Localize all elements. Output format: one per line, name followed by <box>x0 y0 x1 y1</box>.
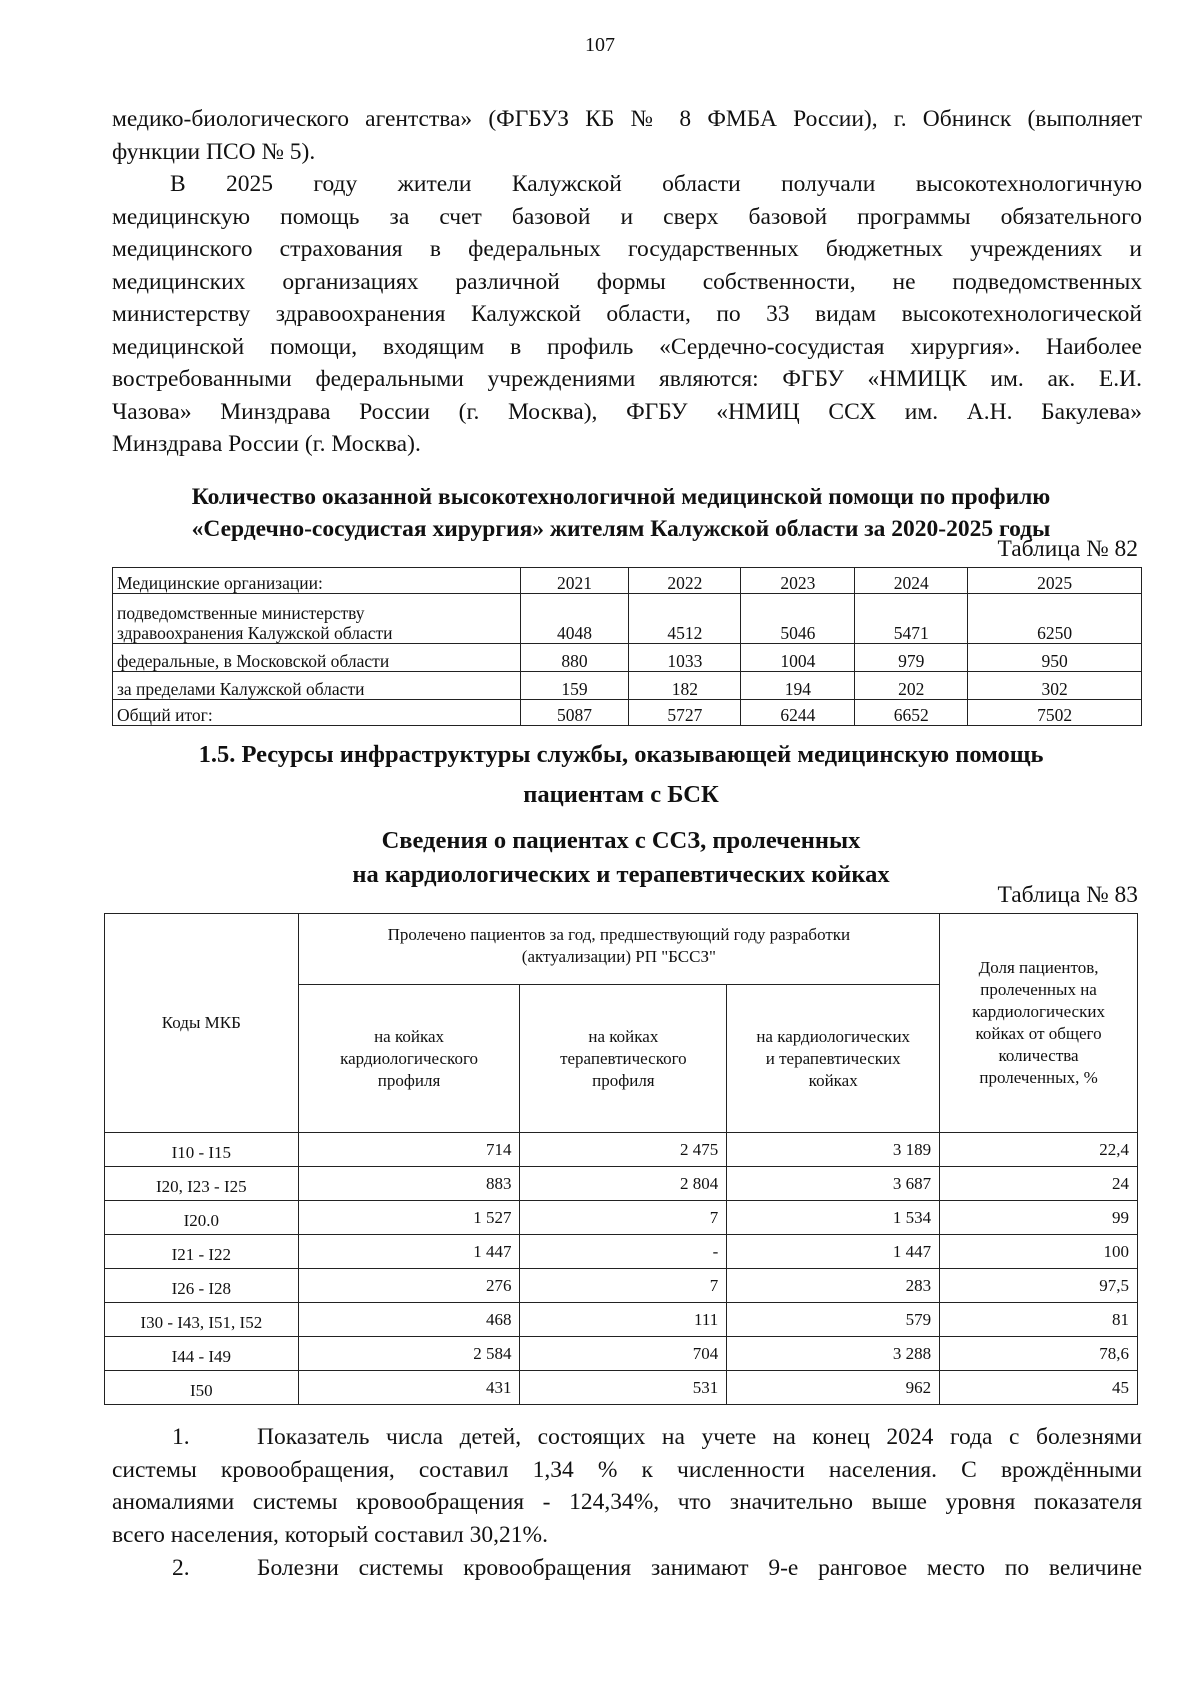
header-line: на койках <box>588 1026 659 1046</box>
therapy-value: 2 475 <box>520 1133 727 1167</box>
cardio-value: 714 <box>298 1133 520 1167</box>
text-line: медицинских организациях различной формы собственности, не подведомственных <box>112 268 1142 295</box>
list-text: Показатель числа детей, состоящих на учете на конец 2024 года с болезнями <box>257 1424 1142 1450</box>
cardio-value: 883 <box>298 1167 520 1201</box>
total-value: 962 <box>727 1371 940 1405</box>
text-line: медицинскую помощь за счет базовой и сверх базовой программы обязательного <box>112 203 1142 230</box>
group-header <box>298 914 939 985</box>
total-value: 1 534 <box>727 1201 940 1235</box>
total-header <box>727 985 940 1133</box>
share-value: 24 <box>940 1167 1138 1201</box>
table-row <box>105 1201 1138 1235</box>
cardio-value: 431 <box>298 1371 520 1405</box>
header-line: пролеченных на <box>980 980 1097 999</box>
list-line: аномалиями системы кровообращения - 124,34%, что значительно выше уровня показателя <box>112 1489 1142 1515</box>
table-row <box>105 1269 1138 1303</box>
title-line: «Сердечно-сосудистая хирургия» жителям Калужской области за 2020-2025 годы <box>191 516 1051 542</box>
share-value: 99 <box>940 1201 1138 1235</box>
row-label-line: здравоохранения Калужской области <box>117 623 393 643</box>
icd-code: I20.0 <box>105 1201 299 1235</box>
table83-label: Таблица № 83 <box>997 882 1138 908</box>
header-line: и терапевтических <box>765 1048 901 1068</box>
header-cell: 2023 <box>741 568 855 594</box>
list-number: 2. <box>172 1555 190 1581</box>
table-cell: 159 <box>520 672 629 700</box>
header-cell: 2025 <box>968 568 1142 594</box>
text-line: В 2025 году жители Калужской области получали высокотехнологичную <box>170 171 1142 197</box>
title-line: пациентам с БСК <box>523 781 719 808</box>
text-line: Минздрава России (г. Москва). <box>112 431 421 457</box>
table-cell: 4512 <box>629 594 741 644</box>
header-line: Пролечено пациентов за год, предшествующий году разработки <box>387 925 851 944</box>
table-cell: 5046 <box>741 594 855 644</box>
list-item-2 <box>112 1552 1142 1585</box>
share-value: 100 <box>940 1235 1138 1269</box>
table82-label: Таблица № 82 <box>997 536 1138 562</box>
therapy-value: 2 804 <box>520 1167 727 1201</box>
icd-code: I21 - I22 <box>105 1235 299 1269</box>
table-cell: 6250 <box>968 594 1142 644</box>
text-line: министерству здравоохранения Калужской области, по 33 видам высокотехнологической <box>112 301 1142 327</box>
header-cell: 2021 <box>520 568 629 594</box>
cardio-value: 1 527 <box>298 1201 520 1235</box>
header-line: кардиологических <box>972 1002 1105 1021</box>
table-row <box>113 594 1142 644</box>
icd-code: I26 - I28 <box>105 1269 299 1303</box>
total-value: 3 288 <box>727 1337 940 1371</box>
table-cell: 880 <box>520 644 629 672</box>
share-value: 81 <box>940 1303 1138 1337</box>
table-83 <box>104 913 1138 1405</box>
icd-code: I10 - I15 <box>105 1133 299 1167</box>
intro-paragraph-1 <box>112 103 1142 168</box>
row-label: федеральные, в Московской области <box>113 644 521 672</box>
total-value: 1 447 <box>727 1235 940 1269</box>
header-line: койках <box>808 1070 858 1090</box>
cardio-value: 1 447 <box>298 1235 520 1269</box>
table-cell: 5471 <box>855 594 968 644</box>
row-label <box>113 594 521 644</box>
table-cell: 302 <box>968 672 1142 700</box>
cardio-header <box>298 985 520 1133</box>
section-title <box>100 735 1142 815</box>
therapy-value: 531 <box>520 1371 727 1405</box>
list-line <box>112 1552 1142 1585</box>
text-line: востребованными федеральными учреждениями являются: ФГБУ «НМИЦК им. ак. Е.И. <box>112 366 1142 392</box>
total-value: 579 <box>727 1303 940 1337</box>
therapy-value: 704 <box>520 1337 727 1371</box>
text-line: функции ПСО № 5). <box>112 138 316 165</box>
header-line: пролеченных, % <box>979 1068 1098 1087</box>
therapy-value: 7 <box>520 1201 727 1235</box>
text-line: медико-биологического агентства» (ФГБУЗ КБ № 8 ФМБА России), г. Обнинск (выполняет <box>112 106 1142 132</box>
table-header-row <box>105 914 1138 985</box>
table-cell: 979 <box>855 644 968 672</box>
intro-paragraph-2 <box>112 168 1142 461</box>
table-row <box>113 672 1142 700</box>
table83-title <box>100 824 1142 892</box>
header-line: профиля <box>592 1070 655 1090</box>
row-label-line: подведомственные министерству <box>117 603 365 623</box>
table-cell: 1004 <box>741 644 855 672</box>
table-cell: 202 <box>855 672 968 700</box>
icd-code: I44 - I49 <box>105 1337 299 1371</box>
share-value: 78,6 <box>940 1337 1138 1371</box>
share-value: 22,4 <box>940 1133 1138 1167</box>
table-cell: 182 <box>629 672 741 700</box>
table-cell: 5727 <box>629 700 741 726</box>
title-line: на кардиологических и терапевтических койках <box>352 861 890 888</box>
table-row <box>105 1235 1138 1269</box>
header-cell: 2024 <box>855 568 968 594</box>
list-item-1 <box>112 1421 1142 1551</box>
text-line: медицинской помощи, входящим в профиль «Сердечно-сосудистая хирургия». Наиболее <box>112 333 1142 360</box>
table-cell: 5087 <box>520 700 629 726</box>
row-label: за пределами Калужской области <box>113 672 521 700</box>
table-cell: 6244 <box>741 700 855 726</box>
icd-code: I20, I23 - I25 <box>105 1167 299 1201</box>
table-row <box>113 644 1142 672</box>
header-line: количества <box>998 1046 1079 1065</box>
table-header-row <box>113 568 1142 594</box>
table-row <box>105 1303 1138 1337</box>
therapy-value: - <box>520 1235 727 1269</box>
list-line: системы кровообращения, составил 1,34 % к численности населения. С врождёнными <box>112 1456 1142 1483</box>
table-row <box>105 1337 1138 1371</box>
list-line: всего населения, который составил 30,21%. <box>112 1521 548 1548</box>
header-line: (актуализации) РП "БССЗ" <box>521 947 716 966</box>
table82-title <box>100 481 1142 545</box>
table-cell: 950 <box>968 644 1142 672</box>
therapy-header <box>520 985 727 1133</box>
table-row <box>105 1133 1138 1167</box>
header-line: кардиологического <box>340 1048 478 1068</box>
table-cell: 1033 <box>629 644 741 672</box>
header-line: на кардиологических <box>756 1026 911 1046</box>
title-line: Количество оказанной высокотехнологичной медицинской помощи по профилю <box>191 484 1051 510</box>
icd-code: I30 - I43, I51, I52 <box>105 1303 299 1337</box>
header-line: терапевтического <box>560 1048 687 1068</box>
list-number: 1. <box>172 1424 190 1450</box>
table-total-row <box>113 700 1142 726</box>
header-line: профиля <box>377 1070 441 1090</box>
page-number: 107 <box>585 34 615 56</box>
header-line: койках от общего <box>975 1024 1102 1043</box>
list-text: Болезни системы кровообращения занимают 9-е ранговое место по величине <box>257 1555 1142 1581</box>
total-value: 3 687 <box>727 1167 940 1201</box>
list-line <box>112 1421 1142 1454</box>
cardio-value: 468 <box>298 1303 520 1337</box>
therapy-value: 7 <box>520 1269 727 1303</box>
text-line: медицинского страхования в федеральных государственных бюджетных учреждениях и <box>112 236 1142 262</box>
total-value: 283 <box>727 1269 940 1303</box>
header-line: Доля пациентов, <box>978 958 1099 977</box>
title-line: 1.5. Ресурсы инфраструктуры службы, оказывающей медицинскую помощь <box>198 741 1044 768</box>
total-value: 3 189 <box>727 1133 940 1167</box>
title-line: Сведения о пациентах с ССЗ, пролеченных <box>381 827 861 854</box>
share-value: 97,5 <box>940 1269 1138 1303</box>
table-82 <box>112 567 1142 726</box>
table-cell: 7502 <box>968 700 1142 726</box>
table-cell: 4048 <box>520 594 629 644</box>
table-row <box>105 1167 1138 1201</box>
codes-header: Коды МКБ <box>105 914 299 1133</box>
table-cell: 6652 <box>855 700 968 726</box>
therapy-value: 111 <box>520 1303 727 1337</box>
table-row <box>105 1371 1138 1405</box>
header-cell: Медицинские организации: <box>113 568 521 594</box>
cardio-value: 2 584 <box>298 1337 520 1371</box>
table-cell: 194 <box>741 672 855 700</box>
header-line: на койках <box>374 1026 445 1046</box>
share-header <box>940 914 1138 1133</box>
cardio-value: 276 <box>298 1269 520 1303</box>
row-label: Общий итог: <box>113 700 521 726</box>
text-line: Чазова» Минздрава России (г. Москва), ФГБУ «НМИЦ ССХ им. А.Н. Бакулева» <box>112 398 1142 425</box>
header-cell: 2022 <box>629 568 741 594</box>
share-value: 45 <box>940 1371 1138 1405</box>
icd-code: I50 <box>105 1371 299 1405</box>
